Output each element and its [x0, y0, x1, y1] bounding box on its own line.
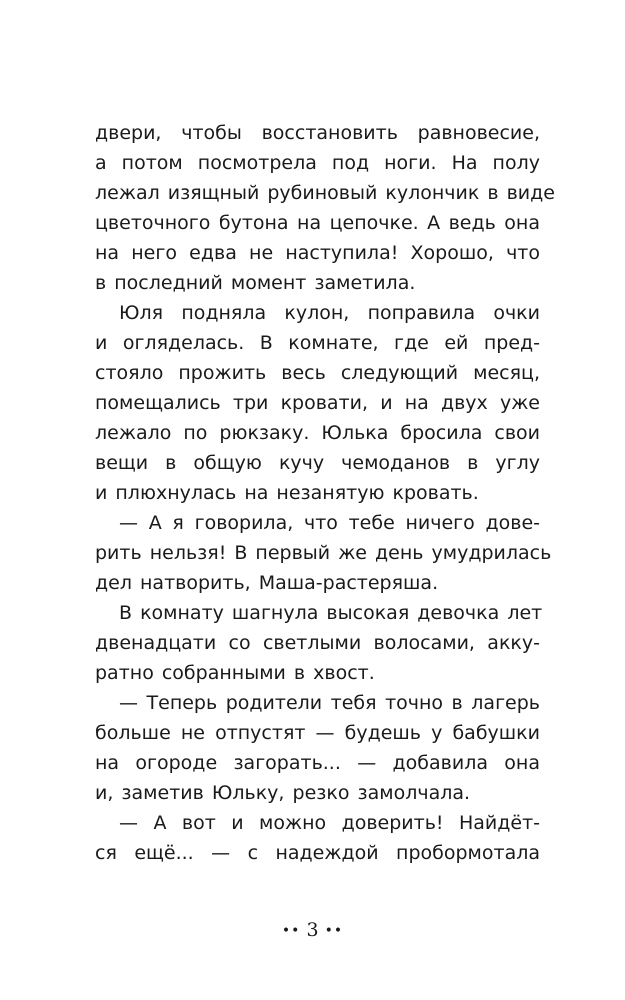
- text-line: и, заметив Юльку, резко замолчала.: [95, 782, 471, 804]
- paragraph-start-line: В комнату шагнула высокая девочка лет: [119, 602, 543, 624]
- ornament-dots-left: ••: [281, 923, 301, 939]
- text-line: вещи в общую кучу чемоданов в углу: [95, 452, 540, 474]
- text-line: помещались три кровати, и на двух уже: [95, 392, 540, 414]
- text-line: лежал изящный рубиновый кулончик в виде: [95, 182, 555, 204]
- text-line: в последний момент заметила.: [95, 272, 416, 294]
- page-number-footer: [0, 918, 625, 943]
- text-line: а потом посмотрела под ноги. На полу: [95, 152, 540, 174]
- text-line: рить нельзя! В первый же день умудрилась: [95, 542, 552, 564]
- text-line: и плюхнулась на незанятую кровать.: [95, 482, 479, 504]
- page-number: 3: [306, 919, 319, 941]
- text-line: двери, чтобы восстановить равновесие,: [95, 122, 540, 144]
- ornament-dots-right: ••: [324, 923, 344, 939]
- paragraph-start-line: — А я говорила, что тебе ничего дове-: [119, 512, 540, 534]
- book-page-text: [95, 118, 555, 868]
- text-line: дел натворить, Маша-растеряша.: [95, 572, 439, 594]
- text-line: лежало по рюкзаку. Юлька бросила свои: [95, 422, 540, 444]
- text-line: ся ещё... — с надеждой пробормотала: [95, 842, 540, 864]
- text-line: двенадцати со светлыми волосами, акку-: [95, 632, 540, 654]
- text-line: цветочного бутона на цепочке. А ведь она: [95, 212, 540, 234]
- paragraph-start-line: Юля подняла кулон, поправила очки: [119, 302, 540, 324]
- text-line: на него едва не наступила! Хорошо, что: [95, 242, 540, 264]
- text-line: ратно собранными в хвост.: [95, 662, 375, 684]
- text-line: на огороде загорать... — добавила она: [95, 752, 540, 774]
- paragraph-start-line: — А вот и можно доверить! Найдёт-: [119, 812, 540, 834]
- text-line: стояло прожить весь следующий месяц,: [95, 362, 540, 384]
- text-line: больше не отпустят — будешь у бабушки: [95, 722, 540, 744]
- paragraph-start-line: — Теперь родители тебя точно в лагерь: [119, 692, 540, 714]
- text-line: и огляделась. В комнате, где ей пред-: [95, 332, 540, 354]
